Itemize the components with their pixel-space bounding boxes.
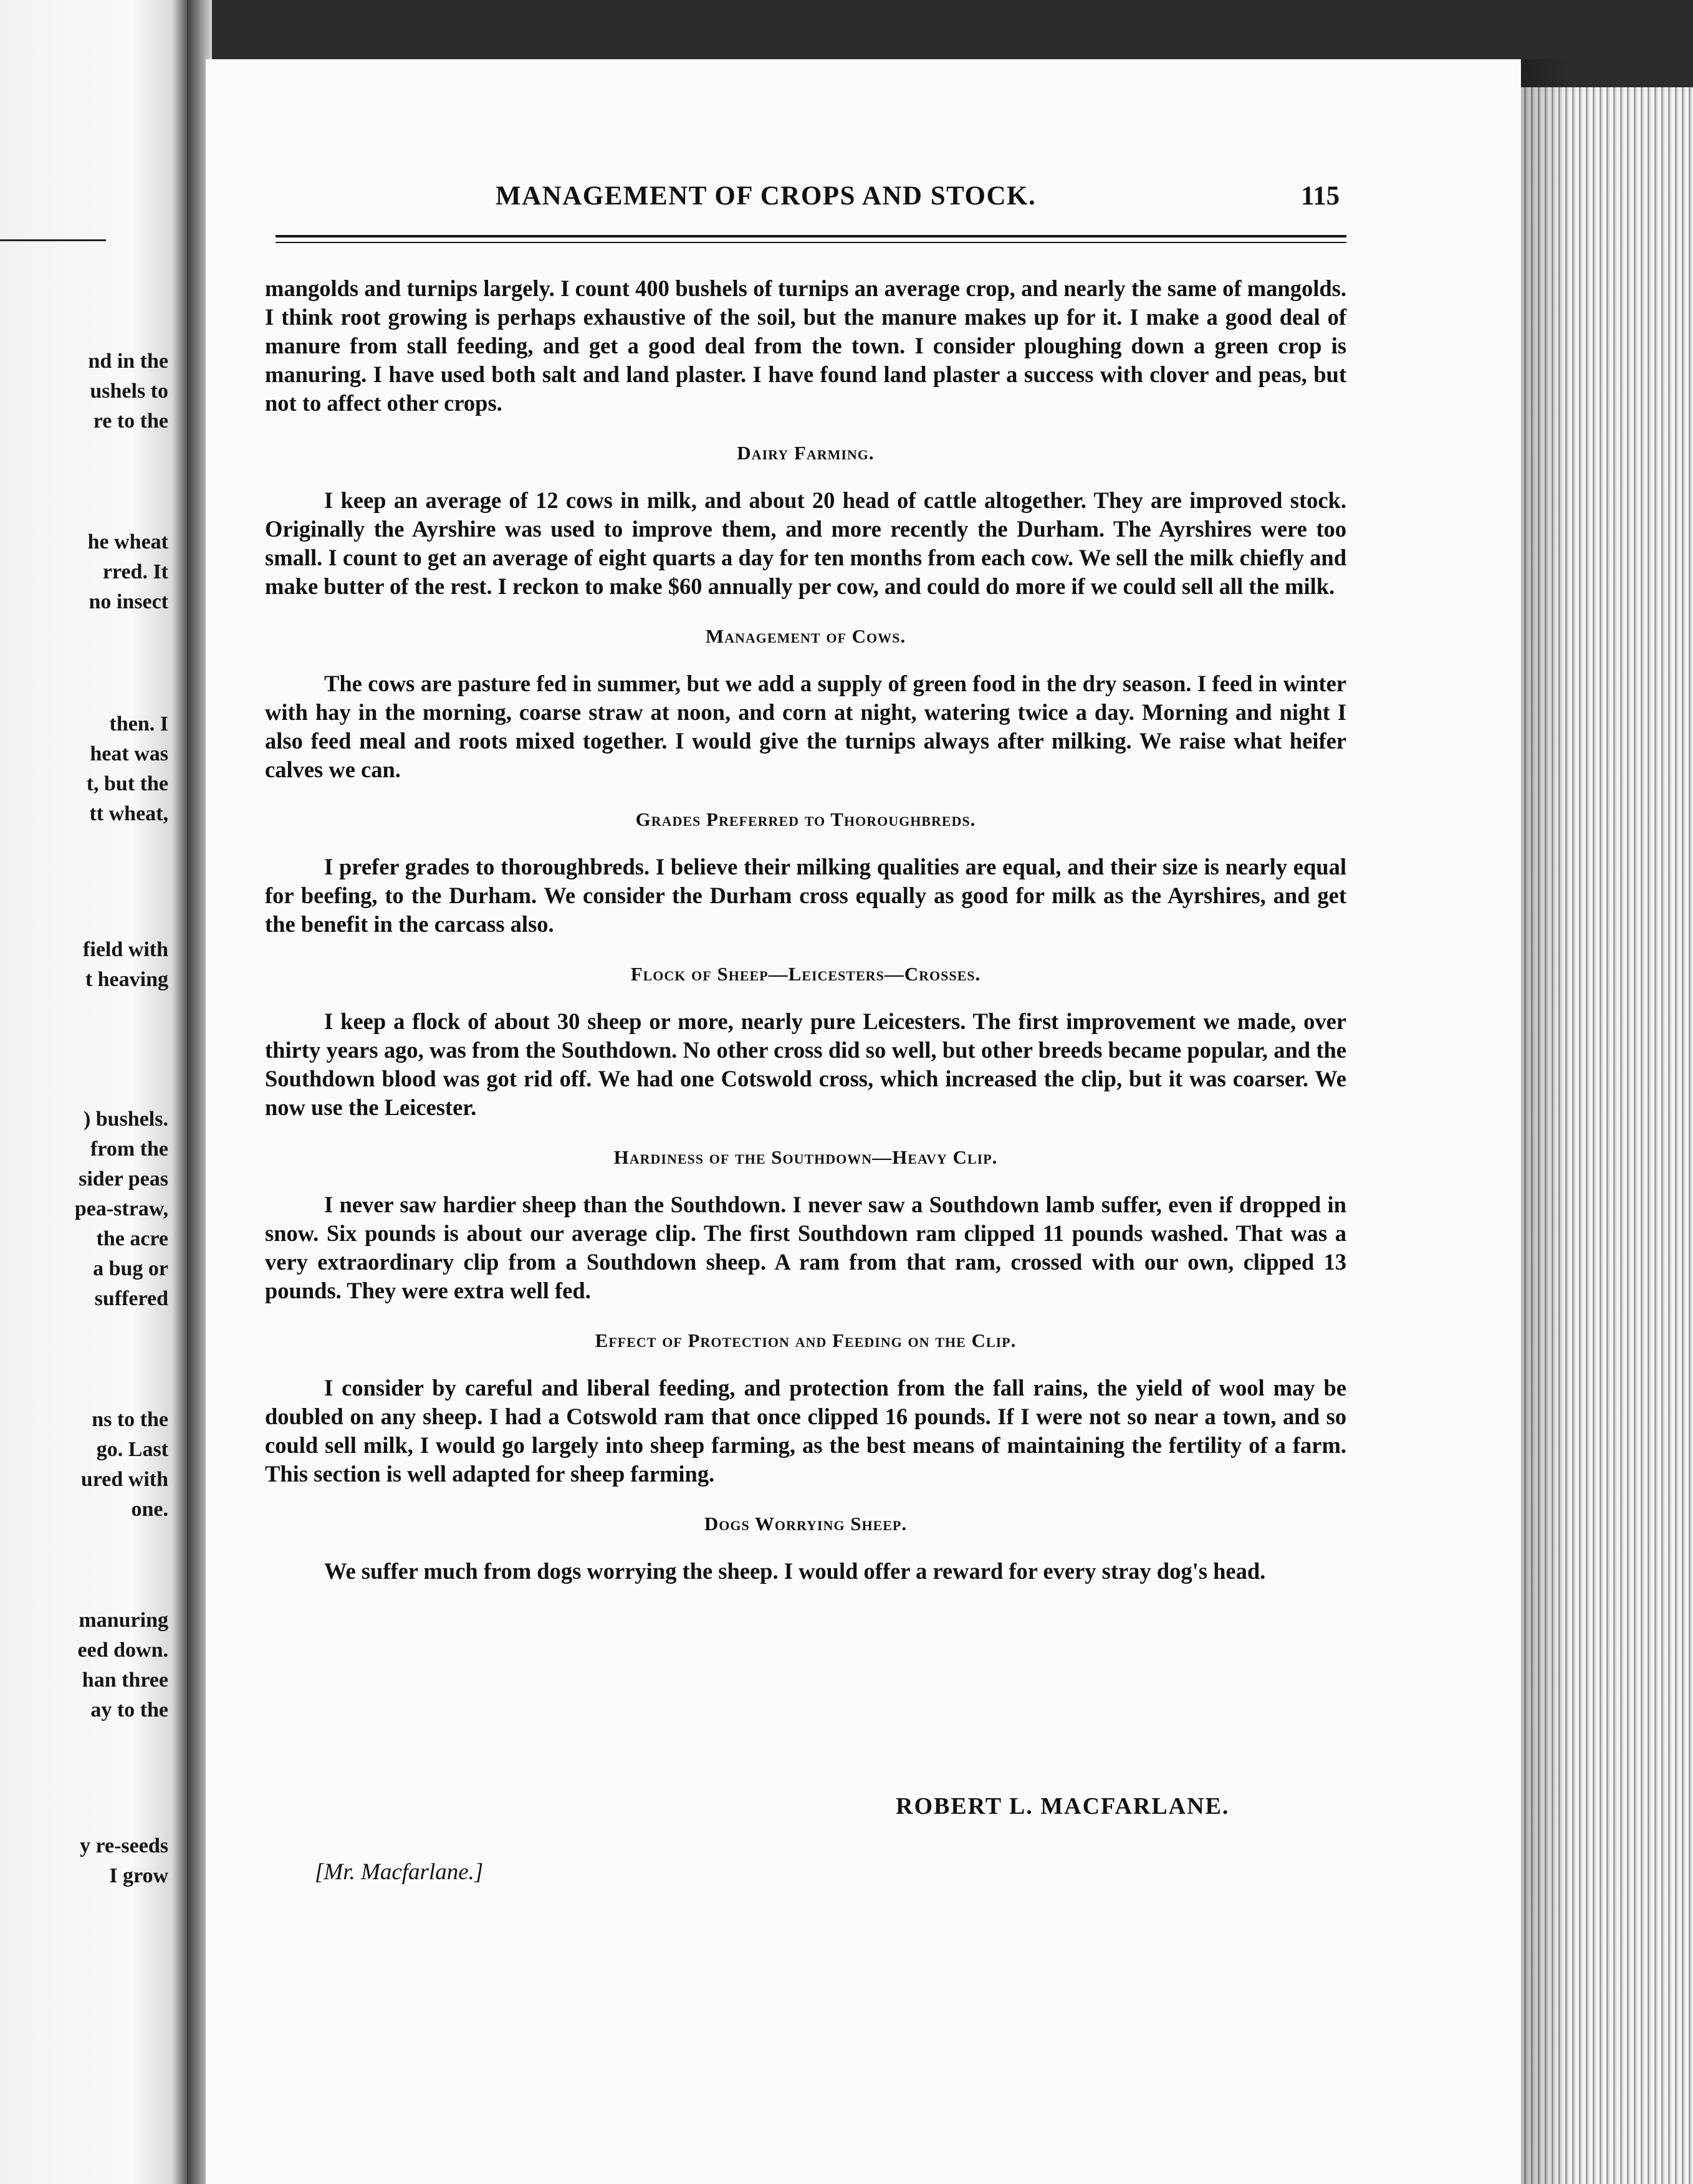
left-page-fragment: ns to the	[92, 1408, 168, 1431]
section-heading-dogs: Dogs Worrying Sheep.	[704, 1513, 908, 1535]
section-heading-southdown: Hardiness of the Southdown—Heavy Clip.	[613, 1146, 998, 1168]
header-rule	[276, 235, 1346, 237]
left-page-fragment: then. I	[109, 712, 168, 735]
left-page-fragment: he wheat	[87, 530, 168, 553]
left-page-fragment: han three	[82, 1669, 168, 1692]
left-page-fragment: one.	[131, 1498, 168, 1521]
header-rule-thin	[276, 242, 1346, 243]
running-head: MANAGEMENT OF CROPS AND STOCK.	[496, 181, 1037, 211]
left-page-fragment: tt wheat,	[89, 802, 168, 825]
page-body	[265, 274, 1346, 1586]
left-page-fragment: go. Last	[96, 1438, 168, 1461]
left-page-fragment: field with	[83, 938, 168, 961]
left-page-fragment: t heaving	[85, 968, 168, 991]
left-page-fragment: eed down.	[77, 1639, 168, 1662]
section-heading-management-of-cows: Management of Cows.	[705, 625, 906, 647]
left-page-fragment: sider peas	[79, 1167, 168, 1190]
left-page-fragment: ay to the	[90, 1698, 168, 1722]
section-heading-dairy-farming: Dairy Farming.	[737, 442, 875, 464]
southdown-paragraph: I never saw hardier sheep than the Southdown. I never saw a Southdown lamb suffer, even if dropped in snow. Six pounds is about our average clip. The first Southdown ram clipped 11 pounds washed. That was a very extraordinary clip from a Southdown sheep. A ram from that ram, crossed with our own, clipped 13 pounds. They were extra well fed.	[265, 1192, 1346, 1303]
page-number: 115	[1301, 181, 1340, 211]
left-page-fragment: t, but the	[86, 772, 168, 795]
left-page-fragment: re to the	[93, 410, 168, 433]
left-page-fragment: from the	[90, 1138, 168, 1161]
left-page-fragment: ushels to	[90, 380, 168, 403]
left-page-rule	[0, 239, 106, 241]
left-page-fragment: no insect	[89, 590, 168, 613]
left-page-fragment: nd in the	[88, 350, 168, 373]
left-page-fragment: ured with	[80, 1468, 168, 1491]
section-heading-flock-of-sheep: Flock of Sheep—Leicesters—Crosses.	[630, 963, 981, 985]
left-page-fragment: a bug or	[93, 1257, 168, 1280]
dairy-farming-paragraph: I keep an average of 12 cows in milk, and about 20 head of cattle altogether. They are improved stock. Originally the Ayrshire was used to improve them, and more recently the Durham. The Ayrshires were too small. I count to get an average of eight quarts a day for ten months from each cow. We sell the milk chiefly and make butter of the rest. I reckon to make $60 annually per cow, and could do more if we could sell all the milk.	[265, 487, 1346, 599]
left-page-fragment: manuring	[79, 1609, 168, 1632]
grades-paragraph: I prefer grades to thoroughbreds. I believe their milking qualities are equal, and their size is nearly equal for beefing, to the Durham. We consider the Durham cross equally as good for milk as the Ayrshires, and get the benefit in the carcass also.	[265, 854, 1346, 937]
left-page-fragment: suffered	[94, 1287, 168, 1310]
left-page-fragment: pea-straw,	[74, 1197, 168, 1220]
section-heading-grades: Grades Preferred to Thoroughbreds.	[635, 808, 976, 830]
page-edge-shadow	[1521, 59, 1571, 2184]
previous-page-edge	[0, 0, 187, 2184]
management-of-cows-paragraph: The cows are pasture fed in summer, but we add a supply of green food in the dry season. I feed in winter with hay in the morning, coarse straw at noon, and corn at night, watering twice a day. Morning and night I also feed meal and roots mixed together. I would give the turnips always after milking. We raise what heifer calves we can.	[265, 671, 1346, 782]
left-page-fragment: ) bushels.	[83, 1108, 168, 1131]
flock-of-sheep-paragraph: I keep a flock of about 30 sheep or more, nearly pure Leicesters. The first improvement we made, over thirty years ago, was from the Southdown. No other cross did so well, but other breeds became popular, and the Southdown blood was got rid off. We had one Cotswold cross, which increased the clip, but it was coarser. We now use the Leicester.	[265, 1008, 1346, 1120]
left-page-fragment: the acre	[96, 1227, 168, 1250]
protection-paragraph: I consider by careful and liberal feeding, and protection from the fall rains, the yield of wool may be doubled on any sheep. I had a Cotswold ram that once clipped 16 pounds. If I were not so near a town, and so could sell milk, I would go largely into sheep farming, as the best means of maintaining the fertility of a farm. This section is well adapted for sheep farming.	[265, 1375, 1346, 1487]
author-signature: ROBERT L. MACFARLANE.	[896, 1793, 1230, 1819]
left-page-fragment: y re-seeds	[80, 1834, 168, 1857]
left-page-fragment: I grow	[109, 1864, 168, 1887]
author-attribution: [Mr. Macfarlane.]	[315, 1859, 484, 1885]
left-page-fragment: rred. It	[102, 560, 168, 583]
intro-paragraph: mangolds and turnips largely. I count 400 bushels of turnips an average crop, and nearly the same of mangolds. I think root growing is perhaps exhaustive of the soil, but the manure makes up for it. I make a good deal of manure from stall feeding, and get a good deal from the town. I consider ploughing down a green crop is manuring. I have used both salt and land plaster. I have found land plaster a success with clover and peas, but not to affect other crops.	[265, 275, 1346, 416]
section-heading-protection: Effect of Protection and Feeding on the Clip.	[595, 1329, 1017, 1351]
left-page-fragment: heat was	[90, 742, 168, 765]
dogs-paragraph: We suffer much from dogs worrying the sheep. I would offer a reward for every stray dog's head.	[324, 1558, 1266, 1584]
